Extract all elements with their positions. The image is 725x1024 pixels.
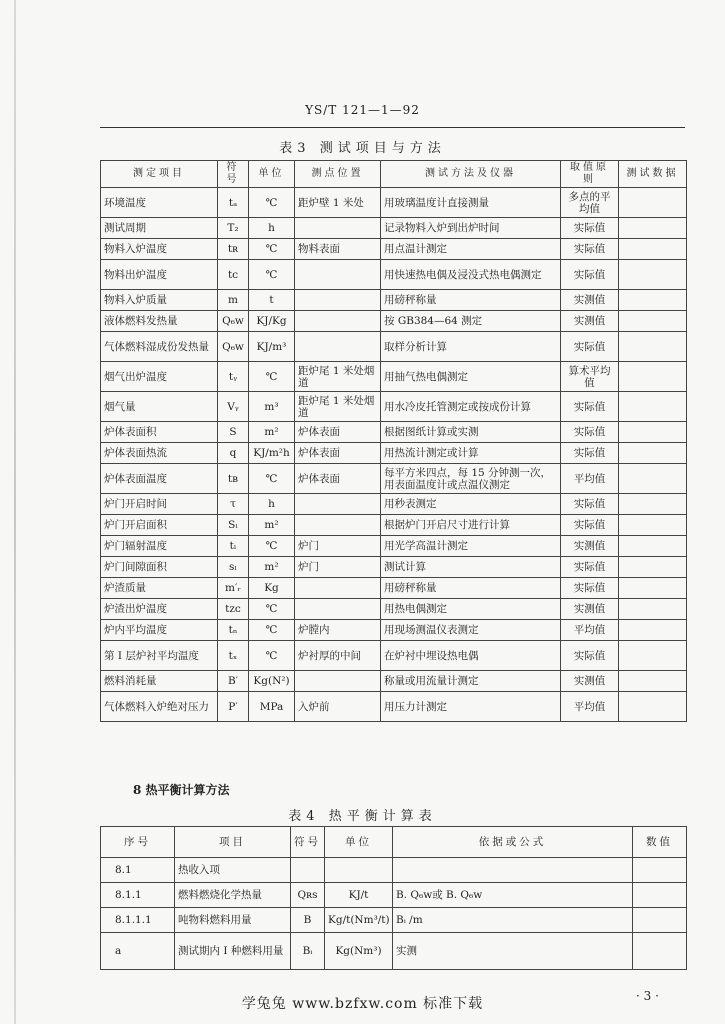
table3-cell: [619, 362, 687, 392]
table3-cell: 实际值: [561, 332, 619, 362]
table3-cell: 在炉衬中埋设热电偶: [381, 641, 561, 671]
table3-cell: Kg(N²): [249, 671, 295, 692]
table3-cell: Q₆w: [218, 311, 249, 332]
table3-row: [101, 311, 687, 332]
table4-cell: [633, 883, 687, 908]
table3-row: [101, 239, 687, 260]
table3-cell: 每平方米四点，每 15 分钟测一次，用表面温度计或点温仪测定: [381, 464, 561, 494]
table3-cell: [295, 599, 381, 620]
table3-cell: tᴢᴄ: [218, 599, 249, 620]
table3-row: [101, 260, 687, 290]
table3-cell: MPa: [249, 692, 295, 722]
table3-cell: 炉体表面积: [101, 422, 218, 443]
table4-cell: Bᵢ /m: [393, 908, 633, 933]
table4-cell: a: [101, 933, 175, 970]
table3-cell: 炉体表面温度: [101, 464, 218, 494]
section-8-heading: 8 热平衡计算方法: [133, 783, 230, 797]
table4-col-header: 项目: [175, 827, 291, 858]
table3-cell: 用玻璃温度计直接测量: [381, 188, 561, 218]
table4-cell: [633, 908, 687, 933]
table4-cell: 8.1.1.1: [101, 908, 175, 933]
table3-cell: 称量或用流量计测定: [381, 671, 561, 692]
table3-cell: Q₆w: [218, 332, 249, 362]
table3-cell: 用秒表测定: [381, 494, 561, 515]
table4-cell: [633, 858, 687, 883]
table3-cell: Kg: [249, 578, 295, 599]
table3-cell: 实际值: [561, 641, 619, 671]
table3-row: [101, 392, 687, 422]
table3-cell: m³: [249, 392, 295, 422]
table3-cell: 实际值: [561, 260, 619, 290]
table4-cell: B. Q₆w或 B. Q₆w: [393, 883, 633, 908]
table3-row: [101, 557, 687, 578]
table3-cell: 环境温度: [101, 188, 218, 218]
table3-cell: 按 GB384—64 测定: [381, 311, 561, 332]
table3-cell: [619, 464, 687, 494]
table3-cell: [619, 494, 687, 515]
table3-cell: 入炉前: [295, 692, 381, 722]
table3-cell: 算术平均值: [561, 362, 619, 392]
table3-cell: [619, 620, 687, 641]
table3-cell: B′: [218, 671, 249, 692]
table3-cell: 用压力计测定: [381, 692, 561, 722]
table3-cell: tₓ: [218, 641, 249, 671]
table3-row: [101, 494, 687, 515]
table4-cell: [633, 933, 687, 970]
table3-cell: 用热电偶测定: [381, 599, 561, 620]
table3-cell: ℃: [249, 362, 295, 392]
table4-cell: 8.1: [101, 858, 175, 883]
table3-cell: T₂: [218, 218, 249, 239]
table3-cell: tʙ: [218, 464, 249, 494]
table3-cell: ℃: [249, 641, 295, 671]
table3-cell: [295, 515, 381, 536]
table3-cell: 实际值: [561, 422, 619, 443]
table3-cell: 气体燃料入炉绝对压力: [101, 692, 218, 722]
table3-cell: 炉门辐射温度: [101, 536, 218, 557]
table3-cell: 实测值: [561, 671, 619, 692]
table3-cell: [619, 641, 687, 671]
table3-cell: 炉体表面: [295, 422, 381, 443]
table4-cell: 8.1.1: [101, 883, 175, 908]
table3-cell: tₐ: [218, 188, 249, 218]
table3-cell: Vᵧ: [218, 392, 249, 422]
table3-cell: [295, 494, 381, 515]
table3-cell: 记录物料入炉到出炉时间: [381, 218, 561, 239]
table3-cell: 用现场测温仪表测定: [381, 620, 561, 641]
table3-row: [101, 218, 687, 239]
table3-row: [101, 332, 687, 362]
table3-cell: 平均值: [561, 620, 619, 641]
standard-code-header: YS/T 121—1—92: [305, 103, 420, 117]
table3-cell: 液体燃料发热量: [101, 311, 218, 332]
table3-cell: [619, 311, 687, 332]
table3-cell: 炉体表面: [295, 443, 381, 464]
table4-col-header: 依据或公式: [393, 827, 633, 858]
table3-cell: tʀ: [218, 239, 249, 260]
table4-cell: [393, 858, 633, 883]
footer-watermark: 学兔兔 www.bzfxw.com 标准下载: [241, 996, 484, 1012]
table3-cell: 实际值: [561, 494, 619, 515]
table3-cell: 实测值: [561, 536, 619, 557]
table3-cell: 实际值: [561, 443, 619, 464]
table3-cell: [295, 671, 381, 692]
table3-cell: m²: [249, 422, 295, 443]
page-number: · 3 ·: [636, 989, 659, 1003]
table3-cell: [619, 239, 687, 260]
table3-row: [101, 536, 687, 557]
table4-col-header: 序号: [101, 827, 175, 858]
table4-row: [101, 858, 687, 883]
table3-header-row: [101, 161, 687, 188]
table3-cell: 实际值: [561, 218, 619, 239]
table4-cell: KJ/t: [325, 883, 393, 908]
table3-cell: 用磅秤称量: [381, 290, 561, 311]
table3-col-header: 符号: [218, 161, 249, 188]
table3-cell: KJ/m²h: [249, 443, 295, 464]
table3-cell: 用热流计测定或计算: [381, 443, 561, 464]
table3-cell: 根据图纸计算或实测: [381, 422, 561, 443]
table3-row: [101, 188, 687, 218]
table3-cell: 气体燃料湿成份发热量: [101, 332, 218, 362]
table3-cell: ℃: [249, 620, 295, 641]
table3-cell: S: [218, 422, 249, 443]
table3-cell: 用点温计测定: [381, 239, 561, 260]
table3-cell: t: [249, 290, 295, 311]
table3-cell: sₗ: [218, 557, 249, 578]
table4-header-row: [101, 827, 687, 858]
table4-row: [101, 883, 687, 908]
table3-cell: [295, 260, 381, 290]
table3-cell: tᴄ: [218, 260, 249, 290]
table3-cell: τ: [218, 494, 249, 515]
table3-cell: 距炉尾 1 米处烟道: [295, 362, 381, 392]
table3-cell: [619, 260, 687, 290]
table3-cell: [295, 218, 381, 239]
table3-cell: 物料入炉温度: [101, 239, 218, 260]
table3-cell: 实际值: [561, 557, 619, 578]
table3-row: [101, 362, 687, 392]
table3-row: [101, 641, 687, 671]
table3-cell: 用快速热电偶及浸没式热电偶测定: [381, 260, 561, 290]
table3-cell: 炉体表面: [295, 464, 381, 494]
table3-col-header: 测试数据: [619, 161, 687, 188]
table3-cell: 炉内平均温度: [101, 620, 218, 641]
table3-cell: KJ/Kg: [249, 311, 295, 332]
table3-row: [101, 290, 687, 311]
table3-cell: 实测值: [561, 311, 619, 332]
table3-cell: 炉渣质量: [101, 578, 218, 599]
table3-cell: [619, 422, 687, 443]
table3-row: [101, 464, 687, 494]
table3-cell: P′: [218, 692, 249, 722]
table4-cell: Bᵢ: [291, 933, 325, 970]
table3-cell: 炉渣出炉温度: [101, 599, 218, 620]
table3-cell: 烟气量: [101, 392, 218, 422]
table3-cell: 炉衬厚的中间: [295, 641, 381, 671]
table3-cell: ℃: [249, 188, 295, 218]
table3-cell: 实测值: [561, 599, 619, 620]
table3-row: [101, 443, 687, 464]
header-rule: [100, 127, 685, 128]
table3-cell: 平均值: [561, 464, 619, 494]
table3-cell: 物料入炉质量: [101, 290, 218, 311]
table3-cell: 平均值: [561, 692, 619, 722]
table3-cell: 实测值: [561, 290, 619, 311]
table3-cell: [619, 218, 687, 239]
table3-cell: 第 I 层炉衬平均温度: [101, 641, 218, 671]
table4-row: [101, 933, 687, 970]
table3-cell: m²: [249, 557, 295, 578]
table4-cell: 吨物料燃料用量: [175, 908, 291, 933]
table3-cell: [619, 332, 687, 362]
table3-cell: [619, 557, 687, 578]
table4-cell: Qʀs: [291, 883, 325, 908]
table3-cell: 测试计算: [381, 557, 561, 578]
table3-cell: 实际值: [561, 515, 619, 536]
table3-col-header: 测试方法及仪器: [381, 161, 561, 188]
table3-cell: tᵧ: [218, 362, 249, 392]
table3: [100, 160, 687, 722]
table3-row: [101, 422, 687, 443]
table4-cell: 燃料燃烧化学热量: [175, 883, 291, 908]
table3-cell: ℃: [249, 536, 295, 557]
table3-cell: 根据炉门开启尺寸进行计算: [381, 515, 561, 536]
table4-col-header: 单位: [325, 827, 393, 858]
table3-col-header: 单位: [249, 161, 295, 188]
table3-col-header: 取值原则: [561, 161, 619, 188]
table3-cell: 取样分析计算: [381, 332, 561, 362]
table3-cell: m′ᵣ: [218, 578, 249, 599]
table3-title: 表3 测试项目与方法: [279, 141, 446, 156]
table3-cell: [619, 515, 687, 536]
table4-cell: 热收入项: [175, 858, 291, 883]
table3-cell: h: [249, 218, 295, 239]
table3-cell: 实际值: [561, 578, 619, 599]
table3-cell: 用磅秤称量: [381, 578, 561, 599]
table3-cell: [619, 692, 687, 722]
table3-cell: 烟气出炉温度: [101, 362, 218, 392]
table3-col-header: 测定项目: [101, 161, 218, 188]
table3-cell: 用水冷皮托管测定或按成份计算: [381, 392, 561, 422]
table3-row: [101, 671, 687, 692]
table4-row: [101, 908, 687, 933]
table3-cell: tₙ: [218, 620, 249, 641]
table3-cell: 炉膛内: [295, 620, 381, 641]
table3-cell: [295, 290, 381, 311]
table3-row: [101, 620, 687, 641]
table3-cell: 炉门间隙面积: [101, 557, 218, 578]
table4-cell: 测试期内 I 种燃料用量: [175, 933, 291, 970]
table3-cell: [619, 671, 687, 692]
table3-cell: m²: [249, 515, 295, 536]
table3-cell: 炉门: [295, 557, 381, 578]
table3-cell: 用抽气热电偶测定: [381, 362, 561, 392]
table3-cell: [619, 290, 687, 311]
table3-cell: m: [218, 290, 249, 311]
table3-cell: 炉门开启面积: [101, 515, 218, 536]
table3-cell: [619, 443, 687, 464]
table3-cell: ℃: [249, 464, 295, 494]
table3-cell: q: [218, 443, 249, 464]
table3-cell: 距炉尾 1 米处烟道: [295, 392, 381, 422]
table3-row: [101, 599, 687, 620]
table3-cell: 距炉壁 1 米处: [295, 188, 381, 218]
table3-cell: 实际值: [561, 239, 619, 260]
table4-col-header: 符号: [291, 827, 325, 858]
table4-cell: Kg/t(Nm³/t): [325, 908, 393, 933]
table3-cell: KJ/m³: [249, 332, 295, 362]
table3-cell: [619, 188, 687, 218]
table3-cell: 燃料消耗量: [101, 671, 218, 692]
table3-cell: [619, 578, 687, 599]
table3-row: [101, 578, 687, 599]
table4-cell: [325, 858, 393, 883]
table3-cell: 物料表面: [295, 239, 381, 260]
table3-col-header: 测点位置: [295, 161, 381, 188]
table3-cell: 炉体表面热流: [101, 443, 218, 464]
table3-cell: Sₗ: [218, 515, 249, 536]
table4-cell: Kg(Nm³): [325, 933, 393, 970]
table4: [100, 826, 687, 970]
table3-cell: 物料出炉温度: [101, 260, 218, 290]
table4-cell: 实测: [393, 933, 633, 970]
table4-cell: [291, 858, 325, 883]
table4-col-header: 数值: [633, 827, 687, 858]
table3-cell: ℃: [249, 599, 295, 620]
table3-cell: [295, 578, 381, 599]
table3-row: [101, 515, 687, 536]
table3-cell: [619, 392, 687, 422]
table4-cell: B: [291, 908, 325, 933]
table3-cell: h: [249, 494, 295, 515]
table3-cell: 炉门开启时间: [101, 494, 218, 515]
table3-cell: 测试周期: [101, 218, 218, 239]
table3-cell: [619, 536, 687, 557]
table3-row: [101, 692, 687, 722]
table3-cell: ℃: [249, 239, 295, 260]
table3-cell: 用光学高温计测定: [381, 536, 561, 557]
table3-cell: 炉门: [295, 536, 381, 557]
table3-cell: 实际值: [561, 392, 619, 422]
table4-title: 表4 热平衡计算表: [288, 809, 437, 824]
table3-cell: 多点的平均值: [561, 188, 619, 218]
table3-cell: [295, 332, 381, 362]
table3-cell: [295, 311, 381, 332]
table3-cell: tₗ: [218, 536, 249, 557]
table3-cell: ℃: [249, 260, 295, 290]
table3-cell: [619, 599, 687, 620]
